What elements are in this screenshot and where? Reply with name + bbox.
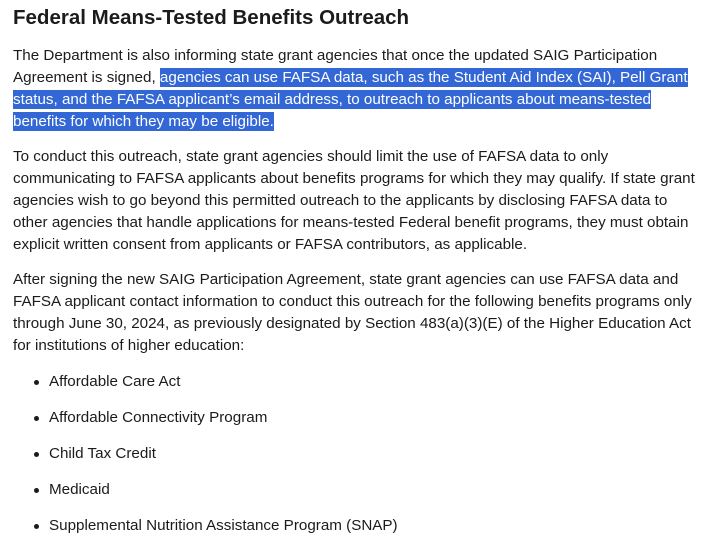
bullet-icon xyxy=(34,452,39,457)
outreach-paragraph: To conduct this outreach, state grant agencies should limit the use of FAFSA data to only communicating to FAFSA applicants about benefits programs for which they may qualify. If state grant agencies wish to go beyond this permitted outreach to the applicants by disclosing FAFSA data to other agencies that handle applications for means-tested Federal benefit programs, they must obtain explicit written consent from applicants or FAFSA contributors, as applicable. xyxy=(13,148,695,253)
intro-plain-text: The Department is also informing state grant agencies that once the updated SAIG Participation Agreement is signed, xyxy=(13,47,658,86)
program-label: Affordable Connectivity Program xyxy=(49,409,268,426)
list-item xyxy=(49,479,703,501)
program-label: Child Tax Credit xyxy=(49,445,156,462)
selected-text-highlight[interactable]: agencies can use FAFSA data, such as the Student Aid Index (SAI), Pell Grant status, and the FAFSA applicant’s email address, to outreach to applicants about means-tested benefits for which they may be eligible. xyxy=(13,69,688,130)
intro-paragraph xyxy=(13,45,703,133)
list-item xyxy=(49,407,703,429)
bullet-icon xyxy=(34,416,39,421)
program-label: Affordable Care Act xyxy=(49,373,181,390)
list-item xyxy=(49,371,703,393)
bullet-icon xyxy=(34,488,39,493)
list-item xyxy=(49,443,703,465)
bullet-icon xyxy=(34,380,39,385)
program-label: Medicaid xyxy=(49,481,110,498)
benefit-programs-list xyxy=(13,371,703,537)
article-content xyxy=(13,0,703,551)
program-label: Supplemental Nutrition Assistance Program (SNAP) xyxy=(49,517,398,534)
section-heading: Federal Means-Tested Benefits Outreach xyxy=(13,6,410,29)
programs-intro-paragraph: After signing the new SAIG Participation Agreement, state grant agencies can use FAFSA data and FAFSA applicant contact information to conduct this outreach for the following benefits programs only through June 30, 2024, as previously designated by Section 483(a)(3)(E) of the Higher Education Act for institutions of higher education: xyxy=(13,271,692,354)
bullet-icon xyxy=(34,524,39,529)
list-item xyxy=(49,515,703,537)
